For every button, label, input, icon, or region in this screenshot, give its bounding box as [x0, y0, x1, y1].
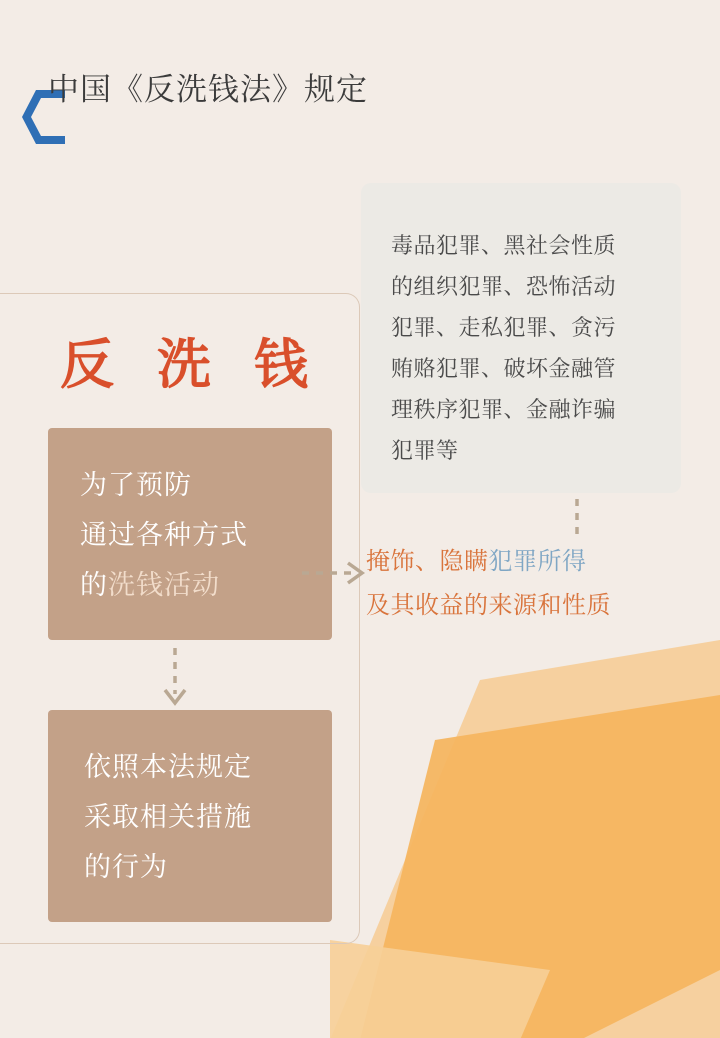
crime-line-2: 的组织犯罪、恐怖活动	[391, 274, 617, 299]
concealment-line-2: 及其收益的来源和性质	[366, 592, 611, 619]
box-one-line-3-highlight: 洗钱活动	[108, 570, 220, 600]
box-one-line-3	[80, 560, 332, 610]
crime-types-card	[361, 183, 681, 493]
box-one-line-3-prefix: 的	[80, 570, 108, 600]
box-one-line-2: 通过各种方式	[80, 520, 248, 550]
definition-box-two	[48, 710, 332, 922]
header	[0, 40, 720, 140]
box-two-line-1: 依照本法规定	[84, 752, 252, 782]
concealment-line-1	[366, 540, 696, 584]
box-two-line-3: 的行为	[84, 852, 168, 882]
crime-line-3: 犯罪、走私犯罪、贪污	[391, 315, 617, 340]
crime-line-5: 理秩序犯罪、金融诈骗	[391, 397, 617, 422]
concealment-prefix: 掩饰、隐瞒	[366, 548, 489, 575]
concealment-text	[366, 540, 696, 628]
concealment-highlight: 犯罪所得	[488, 548, 587, 575]
big-title: 反 洗 钱	[60, 335, 323, 395]
box-one-line-1: 为了预防	[80, 470, 192, 500]
crime-line-1: 毒品犯罪、黑社会性质	[391, 233, 617, 258]
definition-box-one	[48, 428, 332, 640]
decorative-polygons	[330, 640, 720, 1038]
box-two-line-2: 采取相关措施	[84, 802, 252, 832]
page-title: 中国《反洗钱法》规定	[48, 72, 368, 107]
crime-line-6: 犯罪等	[391, 438, 459, 463]
crime-line-4: 贿赂犯罪、破坏金融管	[391, 356, 617, 381]
